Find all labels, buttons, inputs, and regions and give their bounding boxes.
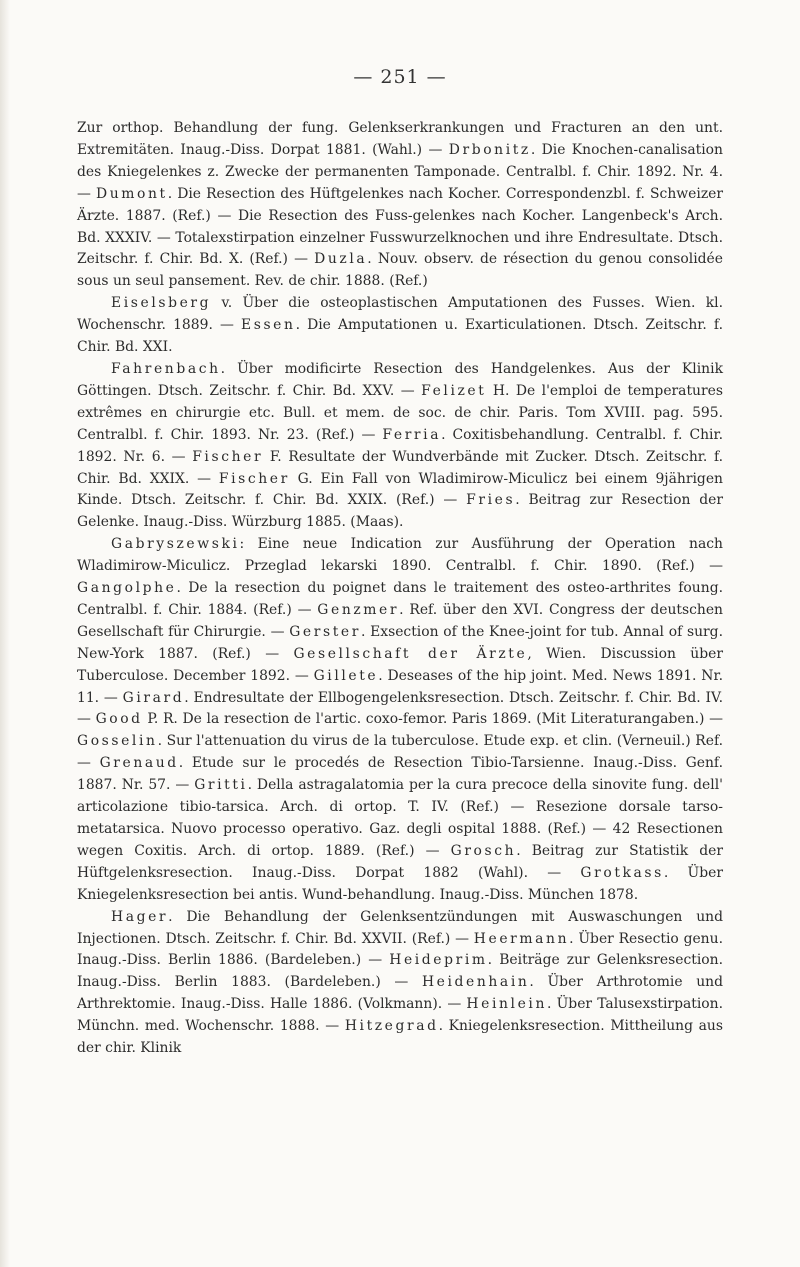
author-name: Fischer xyxy=(218,470,290,487)
citation-text: . Etude sur le procedés de Resection Tibio-Tarsienne. Inaug.-Diss. Genf. 1887. Nr. 57. — xyxy=(77,755,723,794)
author-name: Hager xyxy=(111,908,169,925)
author-name: Fischer xyxy=(192,448,264,465)
citation-text: . Über modificirte Resection des Handgelenkes. Aus der Klinik Göttingen. Dtsch. Zeitschr. f. Chir. Bd. XXV. — xyxy=(77,360,723,399)
citation-text: G. Ein Fall von Wladimirow-Miculicz bei einem 9jährigen Kinde. Dtsch. Zeitschr. f. Chir. Bd. XXIX. (Ref.) — xyxy=(77,470,723,509)
citation-text: . Kniegelenksresection. Mittheilung aus der chir. Klinik xyxy=(77,1018,723,1057)
bibliography-text xyxy=(77,118,723,1060)
author-name: Heideprim xyxy=(389,952,488,969)
citation-text: . Deseases of the hip joint. Med. News 1891. Nr. 11. — xyxy=(77,667,723,706)
citation-text: . Sur l'attenuation du virus de la tuberculose. Etude exp. et clin. (Verneuil.) Ref. — xyxy=(77,733,723,772)
author-name: Grenaud xyxy=(99,755,179,772)
citation-text: . Ref. über den XVI. Congress der deutschen Gesellschaft für Chirurgie. — xyxy=(77,601,723,640)
citation-text: . Über Kniegelenksresection bei antis. Wund-behandlung. Inaug.-Diss. München 1878. xyxy=(77,864,723,903)
author-name: Fries xyxy=(466,492,516,509)
citation-text: . Die Behandlung der Gelenksentzündungen mit Auswaschungen und Injectionen. Dtsch. Zeitschr. f. Chir. Bd. XXVII. (Ref.) — xyxy=(77,908,723,947)
citation-text: . De la resection du poignet dans le traitement des osteo-arthrites foung. Centralbl. f. Chir. 1884. (Ref.) — xyxy=(77,580,723,618)
author-name: Gillete xyxy=(313,667,379,684)
citation-text: . Über Arthrotomie und Arthrektomie. Inaug.-Diss. Halle 1886. (Volkmann). — xyxy=(77,974,724,1013)
bibliography-paragraph xyxy=(77,907,723,1060)
citation-text: v. Über die osteoplastischen Amputationen des Fusses. Wien. kl. Wochenschr. 1889. — xyxy=(77,295,723,334)
author-name: Heinlein xyxy=(466,996,547,1013)
citation-text: Zur orthop. Behandlung der fung. Gelenkserkrankungen und Fracturen an den unt. Extremitäten. Inaug.-Diss. Dorpat 1881. (Wahl.) — xyxy=(77,120,723,158)
author-name: Gabryszewski xyxy=(111,536,240,553)
author-name: Gritti xyxy=(194,777,248,794)
bibliography-paragraph xyxy=(77,293,723,359)
author-name: Heermann xyxy=(473,930,570,947)
citation-text: : Eine neue Indication zur Ausführung der Operation nach Wladimirow-Miculicz. Przeglad lekarski 1890. Centralbl. f. Chir. 1890. (Ref.) — xyxy=(77,536,723,575)
page-gutter-shadow xyxy=(0,0,10,1267)
citation-text: . Die Resection des Hüftgelenkes nach Kocher. Correspondenzbl. f. Schweizer Ärzte. 1887. (Ref.) — Die Resection des Fuss-gelenkes nach Kocher. Langenbeck's Arch. Bd. XXXIV. — Totalexstirpation einzelner Fusswurzelknochen und ihre Endresultate. Dtsch. Zeitschr. f. Chir. Bd. X. (Ref.) — xyxy=(77,185,723,268)
bibliography-paragraph xyxy=(77,118,723,293)
citation-text: . Beiträge zur Gelenksresection. Inaug.-Diss. Berlin 1883. (Bardeleben.) — xyxy=(77,952,724,991)
author-name: Gerster xyxy=(289,623,361,640)
author-name: Grosch xyxy=(450,842,517,859)
author-name: Gesellschaft der Ärzte xyxy=(293,645,528,662)
page-number: — 251 — xyxy=(353,66,447,88)
author-name: Ferria xyxy=(382,426,442,443)
citation-text: F. Resultate der Wundverbände mit Zucker. Dtsch. Zeitschr. f. Chir. Bd. XXIX. — xyxy=(77,448,724,487)
citation-text: H. De l'emploi de temperatures extrêmes en chirurgie etc. Bull. et mem. de soc. de chir. Paris. Tom XVIII. pag. 595. Centralbl. f. Chir. 1893. Nr. 23. (Ref.) — xyxy=(77,382,723,443)
author-name: Heidenhain xyxy=(421,974,530,991)
author-name: Hitzegrad xyxy=(344,1018,439,1035)
author-name: Drbonitz xyxy=(448,141,531,158)
author-name: Girard xyxy=(122,689,185,706)
bibliography-paragraph xyxy=(77,359,723,534)
author-name: Good xyxy=(95,711,143,728)
citation-text: . Exsection of the Knee-joint for tub. Annal of surg. New-York 1887. (Ref.) — xyxy=(77,623,723,662)
author-name: Gosselin xyxy=(77,733,158,750)
citation-text: . Die Amputationen u. Exarticulationen. Dtsch. Zeitschr. f. Chir. Bd. XXI. xyxy=(77,317,723,356)
author-name: Duzla xyxy=(314,251,368,268)
citation-text: . Beitrag zur Resection der Gelenke. Inaug.-Diss. Würzburg 1885. (Maas). xyxy=(77,492,723,531)
author-name: Essen xyxy=(240,317,296,334)
citation-text: . Coxitisbehandlung. Centralbl. f. Chir. 1892. Nr. 6. — xyxy=(77,426,723,465)
author-name: Grotkass xyxy=(580,864,664,881)
citation-text: . Über Resectio genu. Inaug.-Diss. Berlin 1886. (Bardeleben.) — xyxy=(77,930,723,969)
author-name: Genzmer xyxy=(317,601,400,618)
author-name: Eiselsberg xyxy=(111,295,212,312)
citation-text: . Beitrag zur Statistik der Hüftgelenksresection. Inaug.-Diss. Dorpat 1882 (Wahl). — xyxy=(77,842,723,881)
citation-text: . Die Knochen-canalisation des Kniegelenkes z. Zwecke der permanenten Tamponade. Centralbl. f. Chir. 1892. Nr. 4. — xyxy=(77,141,723,202)
citation-text: . Endresultate der Ellbogengelenksresection. Dtsch. Zeitschr. f. Chir. Bd. IV. — xyxy=(77,689,724,728)
citation-text: . Nouv. observ. de résection du genou consolidée sous un seul pansement. Rev. de chir. 1888. (Ref.) xyxy=(77,251,723,290)
author-name: Felizet xyxy=(421,382,487,399)
citation-text: P. R. De la resection de l'artic. coxo-femor. Paris 1869. (Mit Literaturangaben.) — xyxy=(142,711,723,728)
author-name: Dumont xyxy=(95,185,168,202)
author-name: Fahrenbach xyxy=(111,360,221,377)
citation-text: . Über Talusexstirpation. Münchn. med. Wochenschr. 1888. — xyxy=(77,996,723,1035)
citation-text: , Wien. Discussion über Tuberculose. December 1892. — xyxy=(77,645,723,684)
citation-text: . Della astragalatomia per la cura precoce della sinovite fung. dell' articolazione tibio-tarsica. Arch. di ortop. T. IV. (Ref.) — Resezione dorsale tarso-metatarsica. Nuovo processo operativo. Gaz. degli ospital 1888. (Ref.) — 42 Resectionen wegen Coxitis. Arch. di ortop. 1889. (Ref.) — xyxy=(77,777,723,859)
author-name: Gangolphe xyxy=(77,580,177,597)
bibliography-paragraph xyxy=(77,534,723,906)
